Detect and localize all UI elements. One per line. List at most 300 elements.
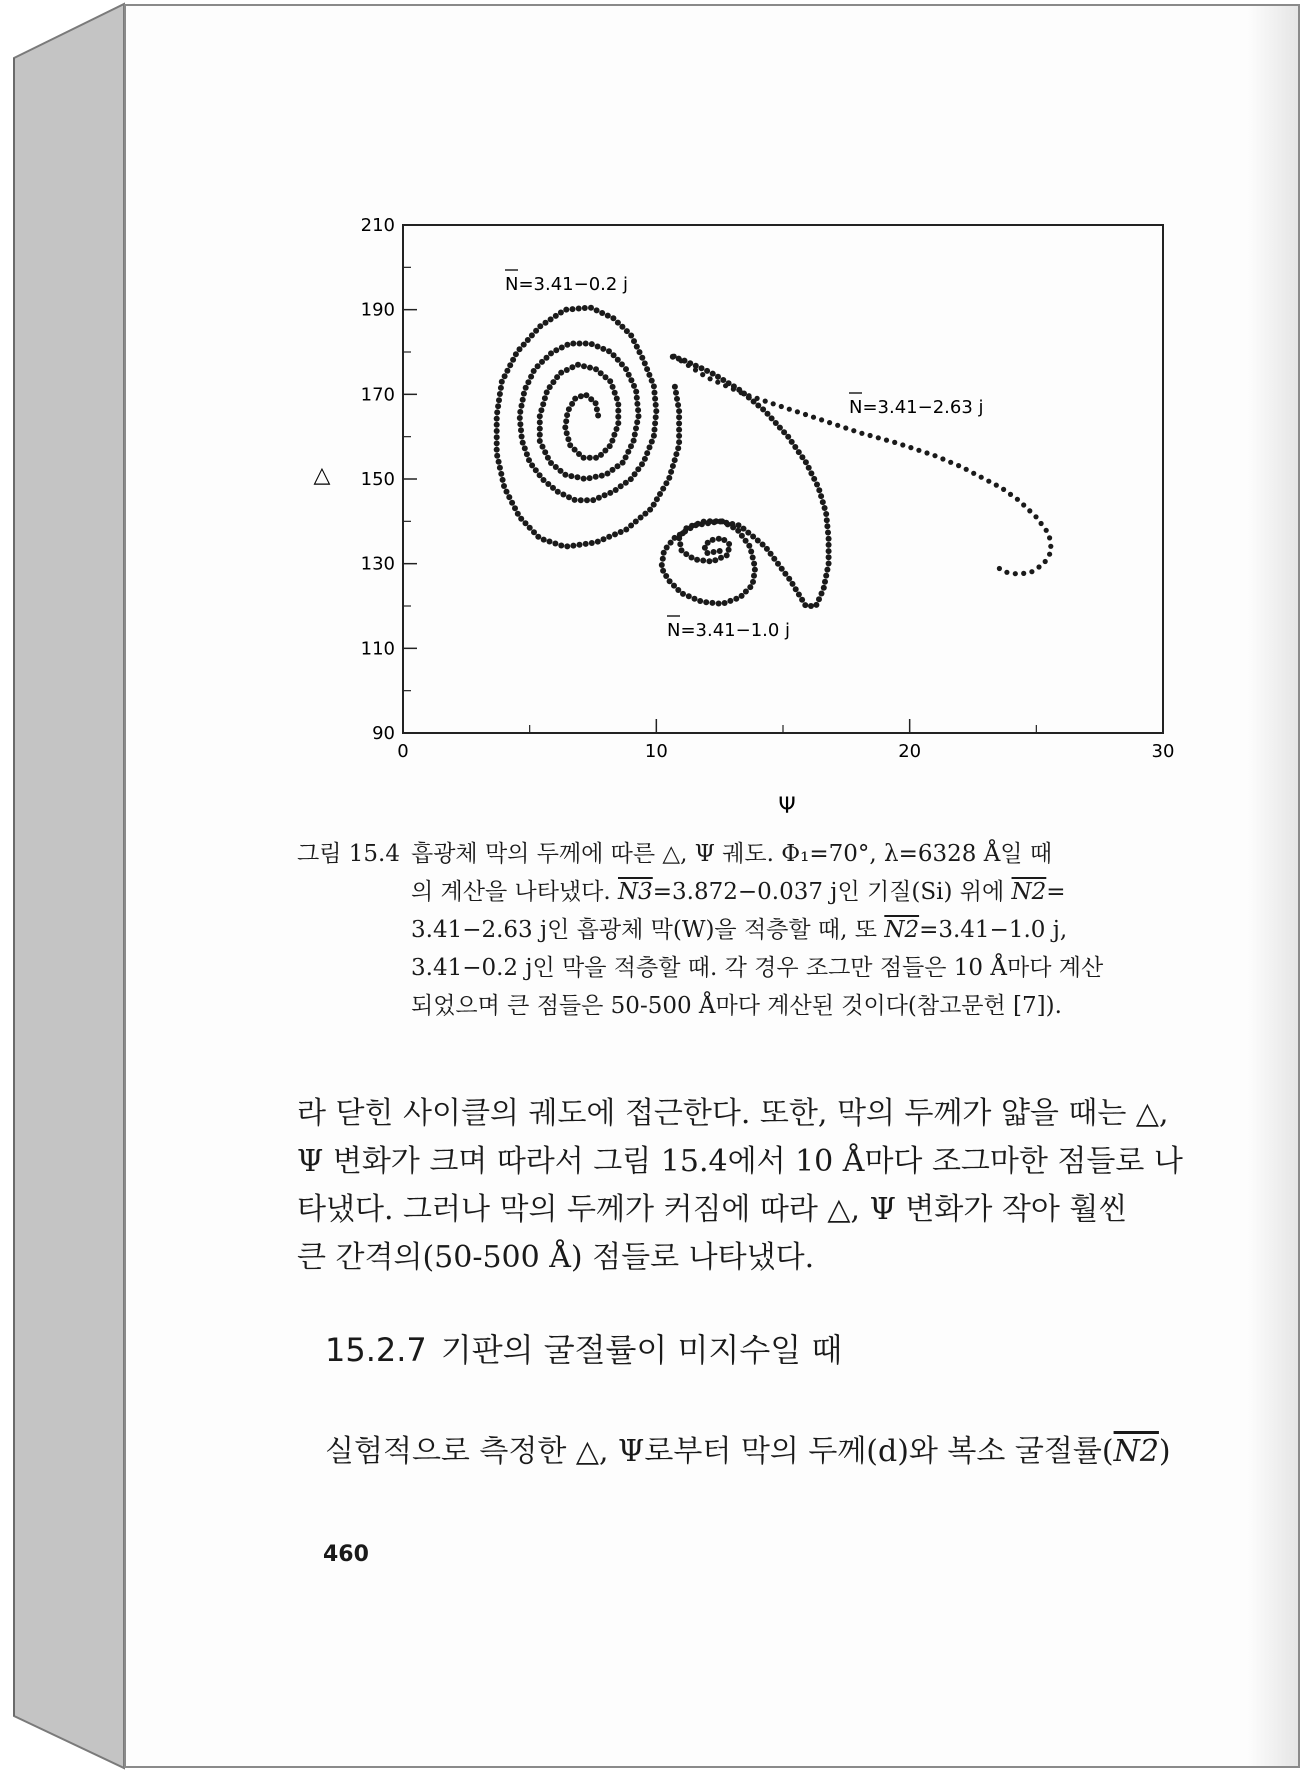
curve-label-low: N=3.41−0.2 j [505,274,629,295]
data-point [827,420,832,425]
data-point [535,363,541,369]
data-point [628,523,634,529]
data-point [726,547,732,553]
data-point [651,383,657,389]
data-point [623,480,629,486]
data-point [956,463,961,468]
data-point [599,310,605,316]
y-axis-label: △ [313,463,331,488]
data-point [660,556,666,562]
data-point [635,407,641,413]
data-point [542,395,548,401]
data-point [581,455,587,461]
data-point [593,474,599,480]
data-point [755,403,761,409]
data-point [593,366,599,372]
data-point [720,377,726,383]
data-point [813,602,819,608]
data-point [623,527,629,533]
caption-equals: = [1046,879,1066,905]
data-point [543,320,549,326]
data-point [537,438,543,444]
plot-frame [403,225,1163,733]
data-point [859,431,864,436]
data-point [677,541,683,547]
data-point [1008,492,1013,497]
data-point [578,393,584,399]
data-point [635,466,641,472]
data-point [706,558,712,564]
data-point [587,365,593,371]
data-point [550,379,556,385]
data-point [607,490,613,496]
data-point [572,497,578,503]
data-point [553,464,559,470]
data-point [760,406,766,412]
data-point [593,455,599,461]
data-point [642,511,648,517]
data-point [548,460,554,466]
data-point [605,313,611,319]
data-point [811,415,816,420]
data-point [528,374,534,380]
data-point [1044,528,1049,533]
x-tick-label: 10 [644,741,668,762]
data-point [677,532,683,538]
caption-line [411,911,1187,949]
data-point [569,401,575,407]
data-point [638,515,644,521]
data-point [823,573,829,579]
data-point [824,567,830,573]
data-point [787,407,792,412]
data-point [642,456,648,462]
n2-symbol: N2 [1113,1434,1159,1469]
data-point [541,537,547,543]
data-point [606,534,612,540]
data-point [700,372,705,377]
data-point [1027,508,1032,513]
data-point [997,566,1002,571]
data-point [659,562,665,568]
data-point [563,307,569,313]
data-point [1013,571,1018,576]
data-point [892,440,897,445]
data-point [746,543,752,549]
data-point [743,538,749,544]
data-point [521,342,527,348]
data-point [721,537,727,543]
data-point [624,328,630,334]
data-point [538,407,544,413]
data-point [563,418,569,424]
data-point [764,546,770,552]
data-point [750,579,756,585]
data-point [803,412,808,417]
data-point [637,349,643,355]
data-point [781,429,787,435]
data-point [588,396,594,402]
data-point [752,567,758,573]
data-point [796,592,802,598]
data-point [986,479,991,484]
data-point [708,376,713,381]
data-point [676,421,682,427]
data-point [615,408,621,414]
data-point [652,420,658,426]
data-point [634,419,640,425]
data-point [816,596,822,602]
data-point [675,587,681,593]
data-point [824,517,830,523]
x-tick-label: 30 [1151,741,1175,762]
data-point [715,380,720,385]
data-point [633,425,639,431]
data-point [602,492,608,498]
data-point [550,485,556,491]
data-point [631,438,637,444]
data-point [567,442,573,448]
data-point [498,471,504,477]
data-point [751,573,757,579]
data-point [499,379,505,385]
data-point [735,528,741,534]
data-point [739,533,745,539]
data-point [660,568,666,574]
data-point [529,462,535,468]
data-point [717,548,723,554]
data-point [814,482,820,488]
data-point [727,598,733,604]
data-point [605,471,611,477]
data-point [819,417,824,422]
paragraph-text: 실험적으로 측정한 △, Ψ로부터 막의 두께(d)와 복소 굴절률( [325,1434,1114,1469]
data-point [595,413,601,419]
data-point [494,440,500,446]
data-point [1029,569,1034,574]
section-heading [325,1325,856,1371]
data-point [924,450,929,455]
data-point [587,475,593,481]
data-point [994,483,999,488]
figure-15-4 [0,0,1316,820]
data-point [697,598,703,604]
data-point [570,306,576,312]
data-point [634,401,640,407]
data-point [782,571,788,577]
paragraph-2 [325,1428,1185,1476]
data-point [583,392,589,398]
data-point [615,463,621,469]
data-point [578,497,584,503]
data-point [504,368,510,374]
data-point [628,476,634,482]
data-point [711,519,717,525]
data-point [736,522,742,528]
data-point [554,374,560,380]
data-point [789,439,795,445]
data-point [553,313,559,319]
data-point [672,384,678,390]
data-point [496,397,502,403]
data-point [799,597,805,603]
data-point [672,354,677,359]
data-point [940,456,945,461]
data-point [548,316,554,322]
y-axis [361,215,417,744]
data-point [777,425,783,431]
data-point [495,403,501,409]
data-point [733,596,739,602]
data-point [509,500,515,506]
data-point [676,433,682,439]
data-point [566,494,572,500]
data-point [583,541,589,547]
data-point [634,344,640,350]
data-point [722,600,728,606]
data-point [501,483,507,489]
data-point [693,367,698,372]
data-point [687,525,693,531]
data-point [513,351,519,357]
data-point [512,505,518,511]
data-point [792,444,798,450]
data-point [743,589,749,595]
data-point [651,502,657,508]
data-point [599,473,605,479]
data-point [541,477,547,483]
data-point [799,454,805,460]
data-point [623,366,629,372]
data-point [631,338,637,344]
body-line: 타냈다. 그러나 막의 두께가 커짐에 따라 △, Ψ 변화가 작아 훨씬 [297,1192,1128,1227]
data-point [631,383,637,389]
data-point [589,341,595,347]
data-point [686,593,692,599]
data-point [539,359,545,365]
data-point [679,547,685,553]
y-tick-label: 150 [360,469,395,490]
data-point [533,328,539,334]
data-point [615,402,621,408]
data-point [614,426,620,432]
data-point [699,365,705,371]
data-point [693,522,699,528]
data-point [564,367,570,373]
data-point [790,581,796,587]
data-point [668,469,674,475]
data-point [793,586,799,592]
y-tick-label: 170 [360,384,395,406]
data-point [527,525,533,531]
data-point [647,444,653,450]
page-number: 460 [323,1542,369,1567]
data-point [572,447,578,453]
data-point [517,421,523,427]
data-point [673,451,679,457]
x-tick-label: 0 [397,741,409,762]
data-point [521,391,527,397]
data-point [739,593,745,599]
data-point [494,416,500,422]
data-point [613,487,619,493]
section-number: 15.2.7 [325,1331,427,1369]
data-point [531,368,537,374]
data-point [545,455,551,461]
data-point [676,439,682,445]
data-point [632,432,638,438]
data-point [739,390,744,395]
data-point [666,475,672,481]
data-point [606,348,612,354]
data-point [709,600,715,606]
data-point [582,305,588,311]
data-point [649,439,655,445]
data-point [581,363,587,369]
data-point [741,526,747,532]
data-point [618,483,624,489]
body-line: Ψ 변화가 크며 따라서 그림 15.4에서 10 Å마다 조그마한 점들로 나 [297,1144,1183,1179]
caption-line: 3.41−0.2 j인 막을 적층할 때. 각 경우 조그만 점들은 10 Å마다 계산 [411,955,1104,981]
figure-caption [297,835,1187,1025]
data-point [525,379,531,385]
data-point [676,414,682,420]
data-point [540,401,546,407]
data-point [526,457,532,463]
data-point [558,310,564,316]
data-point [562,472,568,478]
data-point [1021,571,1026,576]
data-point [504,489,510,495]
data-point [715,374,721,380]
data-point [699,521,705,527]
data-point [601,536,607,542]
data-point [570,543,576,549]
data-point [851,428,856,433]
data-point [646,372,652,378]
data-point [602,448,608,454]
curve-label-mid: N=3.41−1.0 j [667,620,791,641]
data-point [916,448,921,453]
data-point [560,492,566,498]
data-point [564,430,570,436]
data-point [558,543,564,549]
data-point [523,520,529,526]
data-point [537,472,543,478]
data-point [724,552,730,558]
data-point [657,491,663,497]
data-point [652,396,658,402]
data-point [705,520,711,526]
data-point [603,374,609,380]
data-point [633,389,639,395]
caption-n2-symbol: N2 [884,917,920,943]
data-point [779,404,784,409]
data-point [623,454,629,460]
data-point [835,423,840,428]
data-point [523,385,529,391]
data-point [548,350,554,356]
data-point [673,390,679,396]
data-point [674,396,680,402]
data-point [652,427,658,433]
data-point [535,534,541,540]
data-point [971,471,976,476]
data-point [628,333,634,339]
caption-n2-symbol: N2 [1011,879,1047,905]
data-point [1048,544,1053,549]
data-point [823,511,829,517]
data-point [569,364,575,370]
data-point [552,541,558,547]
caption-line: 흡광체 막의 두께에 따른 △, Ψ 궤도. Φ₁=70°, λ=6328 Å일 때 [411,841,1053,867]
data-point [497,391,503,397]
data-point [675,445,681,451]
data-point [796,449,802,455]
caption-n3-symbol: N3 [618,879,653,905]
data-point [610,384,616,390]
data-point [545,481,551,487]
caption-text: =3.872−0.037 j인 기질(Si) 위에 [652,879,1005,905]
data-point [628,377,634,383]
data-point [525,337,531,343]
data-point [537,413,543,419]
data-point [553,347,559,353]
data-point [710,537,716,543]
data-point [625,449,631,455]
y-tick-label: 190 [360,299,395,321]
data-point [964,467,969,472]
data-point [716,601,722,607]
data-point [745,530,751,536]
data-point [639,355,645,361]
data-point [644,450,650,456]
data-point [594,307,600,313]
data-point [769,415,775,421]
data-point [558,370,564,376]
data-point [806,465,812,471]
data-point [1043,559,1048,564]
data-point [618,529,624,535]
data-point [694,557,700,563]
data-point [676,427,682,433]
data-point [822,505,828,511]
data-point [547,384,553,390]
data-point [1047,535,1052,540]
data-point [506,494,512,500]
data-point [628,443,634,449]
data-point [948,460,953,465]
data-point [689,555,695,561]
data-point [517,415,523,421]
data-point [703,599,709,605]
data-point [639,461,645,467]
data-point [518,516,524,522]
data-point [564,412,570,418]
data-point [820,499,826,505]
data-point [498,385,504,391]
data-point [668,540,674,546]
data-point [771,556,777,562]
data-point [593,400,599,406]
data-point [1021,502,1026,507]
data-point [520,397,526,403]
data-point [565,436,571,442]
data-point [612,390,618,396]
data-point [607,378,613,384]
data-point [825,530,831,536]
data-point [537,323,543,329]
